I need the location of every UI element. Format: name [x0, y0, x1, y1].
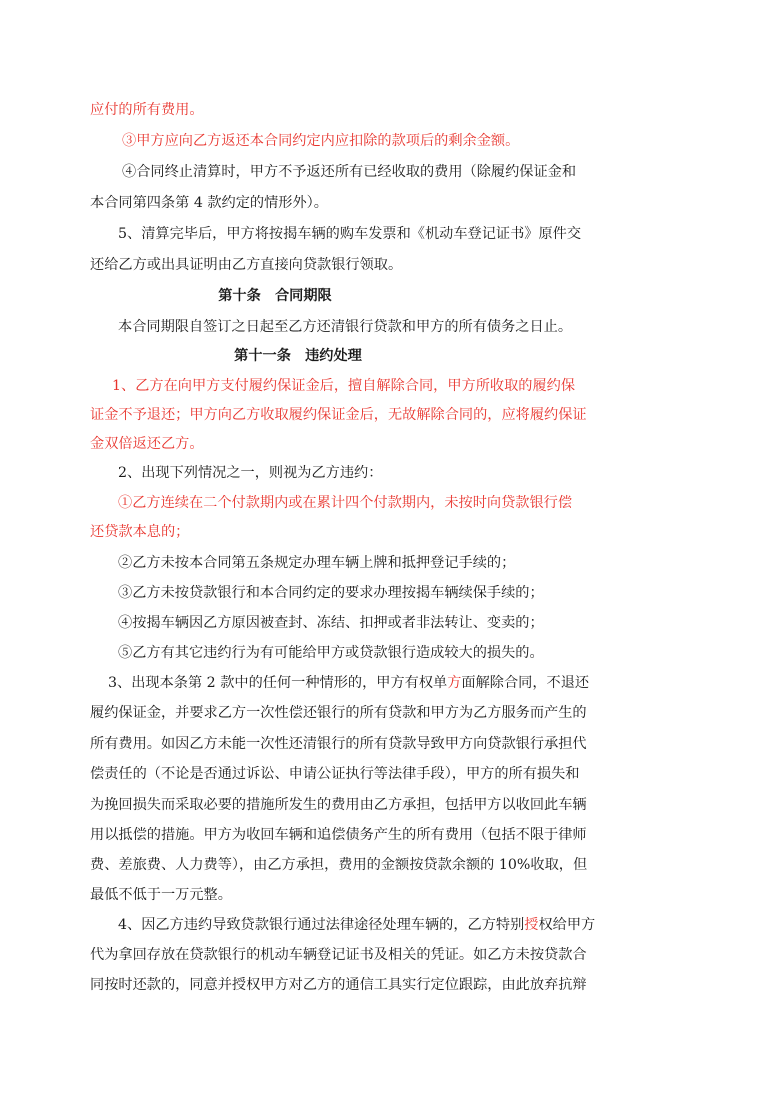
text-run: 面解除合同，不退还	[461, 675, 590, 691]
paragraph-line: 为挽回损失而采取必要的措施所发生的费用由乙方承担，包括甲方以收回此车辆	[90, 797, 587, 813]
list-item: ⑤乙方有其它违约行为有可能给甲方或贷款银行造成较大的损失的。	[118, 645, 544, 661]
text-run: 3、出现本条第 2 款中的任何一种情形的，甲方有权单	[108, 675, 448, 691]
paragraph-line: 还贷款本息的；	[90, 524, 190, 540]
highlighted-char: 方	[447, 675, 462, 691]
paragraph-line: 同按时还款的，同意并授权甲方对乙方的通信工具实行定位跟踪，由此放弃抗辩	[90, 977, 587, 993]
highlighted-char: 授	[524, 917, 539, 933]
paragraph-line: 最低不低于一万元整。	[90, 887, 232, 903]
paragraph-line: 2、出现下列情况之一，则视为乙方违约：	[118, 465, 383, 481]
paragraph-line	[108, 673, 590, 693]
list-item: ④按揭车辆因乙方原因被查封、冻结、扣押或者非法转让、变卖的；	[118, 615, 544, 631]
section-heading-10: 第十条 合同期限	[218, 288, 332, 304]
paragraph-line: ①乙方连续在二个付款期内或在累计四个付款期内，未按时向贷款银行偿	[118, 495, 573, 511]
paragraph-line: 金双倍返还乙方。	[90, 436, 204, 452]
paragraph-line	[118, 915, 596, 935]
paragraph-line: 代为拿回存放在贷款银行的机动车辆登记证书及相关的凭证。如乙方未按贷款合	[90, 947, 587, 963]
text-run: 权给甲方	[538, 917, 596, 933]
paragraph-line: 还给乙方或出具证明由乙方直接向贷款银行领取。	[90, 257, 403, 273]
paragraph-line: 履约保证金，并要求乙方一次性偿还银行的所有贷款和甲方为乙方服务而产生的	[90, 705, 587, 721]
paragraph-line: 1、乙方在向甲方支付履约保证金后，擅自解除合同，甲方所收取的履约保	[112, 378, 576, 394]
paragraph-line: 用以抵偿的措施。甲方为收回车辆和追偿债务产生的所有费用（包括不限于律师	[90, 827, 587, 843]
paragraph-line: 证金不予退还；甲方向乙方收取履约保证金后，无故解除合同的，应将履约保证	[90, 407, 587, 423]
section-heading-11: 第十一条 违约处理	[234, 348, 362, 364]
paragraph-line: 5、清算完毕后，甲方将按揭车辆的购车发票和《机动车登记证书》原件交	[118, 226, 582, 242]
paragraph-line: 所有费用。如因乙方未能一次性还清银行的所有贷款导致甲方向贷款银行承担代	[90, 736, 587, 752]
paragraph-line: ③甲方应向乙方返还本合同约定内应扣除的款项后的剩余金额。	[122, 133, 520, 149]
list-item: ②乙方未按本合同第五条规定办理车辆上牌和抵押登记手续的；	[118, 555, 516, 571]
paragraph-line: ④合同终止清算时，甲方不予返还所有已经收取的费用（除履约保证金和	[122, 164, 577, 180]
paragraph-line: 偿责任的（不论是否通过诉讼、申请公证执行等法律手段），甲方的所有损失和	[90, 766, 580, 782]
paragraph-line: 费、差旅费、人力费等），由乙方承担，费用的金额按贷款余额的 10%收取，但	[90, 857, 588, 873]
list-item: ③乙方未按贷款银行和本合同约定的要求办理按揭车辆续保手续的；	[118, 585, 544, 601]
paragraph-line: 本合同第四条第 4 款约定的情形外）。	[90, 195, 328, 211]
text-run: 4、因乙方违约导致贷款银行通过法律途径处理车辆的，乙方特别	[118, 917, 525, 933]
paragraph-line: 本合同期限自签订之日起至乙方还清银行贷款和甲方的所有债务之日止。	[118, 319, 573, 335]
paragraph-line: 应付的所有费用。	[90, 102, 204, 118]
